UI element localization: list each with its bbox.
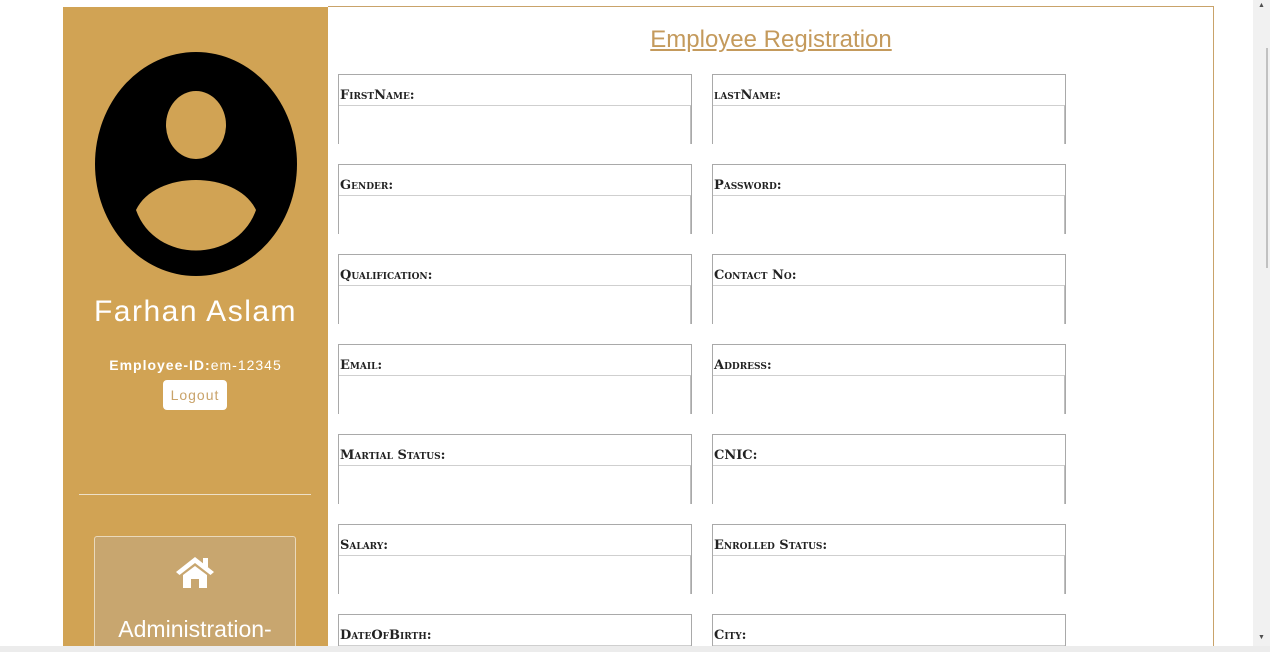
scrollbar-thumb[interactable] [1266,48,1268,268]
registration-panel [328,6,1214,652]
city-label: City: [714,628,747,643]
contact-no-field [712,254,1066,324]
first-name-field [338,74,692,144]
nav-card-label: Administration- [118,616,272,642]
cnic-field [712,434,1066,504]
password-input[interactable] [713,195,1065,234]
gender-field [338,164,692,234]
date-of-birth-label: DateOfBirth: [340,628,432,643]
qualification-label: Qualification: [340,268,433,283]
nav-card-administration[interactable] [94,536,296,652]
martial-status-label: Martial Status: [340,448,446,463]
employee-id-value: em-12345 [210,357,282,373]
qualification-field [338,254,692,324]
gender-label: Gender: [340,178,394,193]
logout-button[interactable]: Logout [163,380,227,410]
salary-input[interactable] [339,555,691,594]
vertical-scrollbar[interactable] [1253,0,1270,647]
salary-label: Salary: [340,538,389,553]
email-input[interactable] [339,375,691,414]
enrolled-status-input[interactable] [713,555,1065,594]
contact-no-label: Contact No: [714,268,797,283]
cnic-input[interactable] [713,465,1065,504]
salary-field [338,524,692,594]
employee-id [63,357,328,373]
last-name-field [712,74,1066,144]
first-name-input[interactable] [339,105,691,144]
user-avatar-icon [95,52,297,276]
address-input[interactable] [713,375,1065,414]
cnic-label: CNIC: [714,448,758,463]
last-name-input[interactable] [713,105,1065,144]
martial-status-input[interactable] [339,465,691,504]
password-label: Password: [714,178,782,193]
first-name-label: FirstName: [340,88,415,103]
employee-id-label: Employee-ID: [109,357,211,373]
contact-no-input[interactable] [713,285,1065,324]
martial-status-field [338,434,692,504]
qualification-input[interactable] [339,285,691,324]
last-name-label: lastName: [714,88,781,103]
user-name: Farhan Aslam [93,295,298,328]
enrolled-status-field [712,524,1066,594]
email-field [338,344,692,414]
scroll-down-icon[interactable]: ▼ [1258,634,1265,641]
horizontal-scrollbar[interactable] [0,646,1270,652]
sidebar [63,7,328,652]
email-label: Email: [340,358,383,373]
gender-input[interactable] [339,195,691,234]
enrolled-status-label: Enrolled Status: [714,538,828,553]
page-title: Employee Registration [650,26,892,53]
address-field [712,344,1066,414]
home-icon [175,555,215,589]
sidebar-divider [79,494,311,495]
address-label: Address: [714,358,772,373]
password-field [712,164,1066,234]
scroll-up-icon[interactable]: ▲ [1258,2,1265,9]
